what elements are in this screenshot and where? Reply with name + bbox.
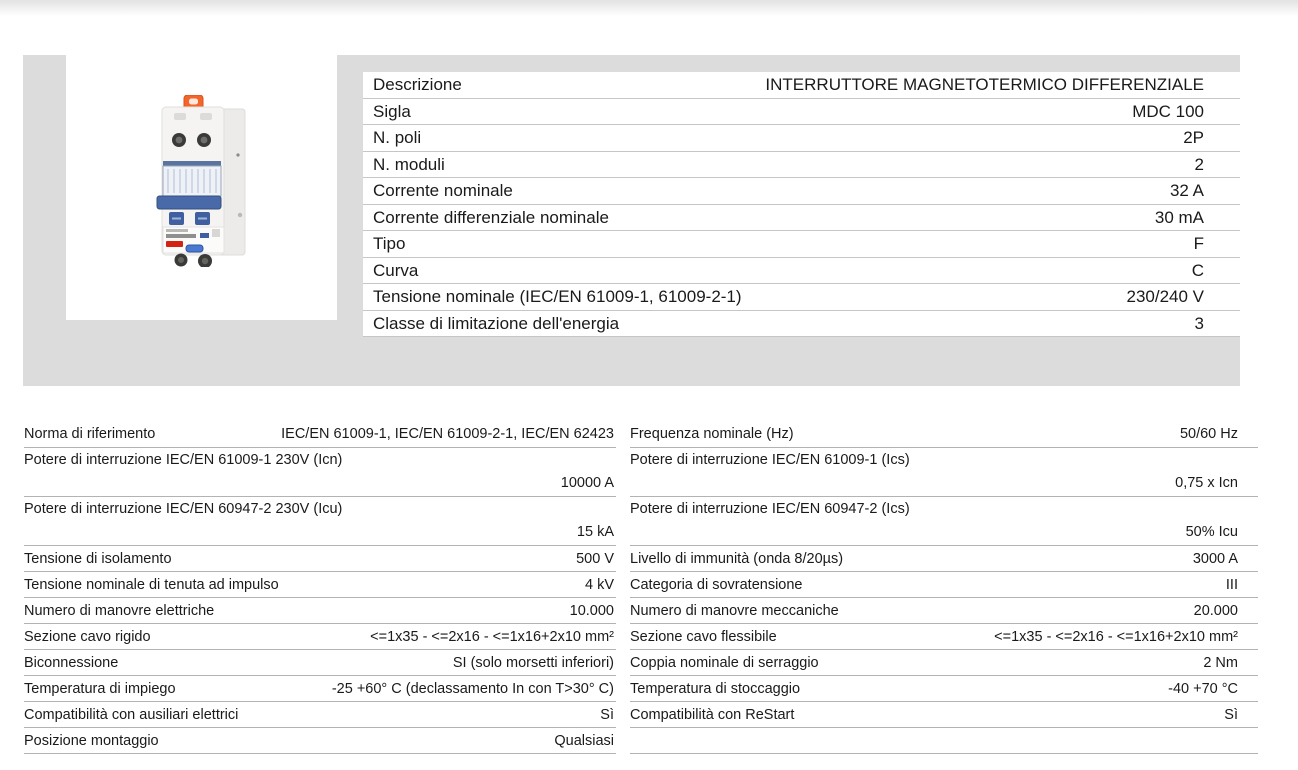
spec-label: Numero di manovre elettriche bbox=[24, 602, 215, 619]
faceplate-mark-blue bbox=[200, 233, 209, 238]
product-main-spec-table bbox=[363, 72, 1240, 337]
spec-label: Frequenza nominale (Hz) bbox=[630, 426, 794, 442]
spec-label: Curva bbox=[373, 260, 419, 280]
spec-row-compatibilita-restart bbox=[630, 702, 1258, 728]
spec-label: Compatibilità con ausiliari elettrici bbox=[24, 706, 239, 723]
spec-value: 50/60 Hz bbox=[1179, 426, 1238, 442]
spec-label: Tensione di isolamento bbox=[24, 550, 172, 567]
spec-row-compatibilita-ausiliari bbox=[24, 702, 616, 728]
faceplate-detail bbox=[212, 229, 220, 237]
spec-label: Potere di interruzione IEC/EN 61009-1 230V (Icn) bbox=[24, 452, 343, 468]
screw bbox=[176, 137, 183, 144]
spec-row-coppia-serraggio bbox=[630, 650, 1258, 676]
spec-row-sezione-cavo-flessibile bbox=[630, 624, 1258, 650]
spec-row-posizione-montaggio bbox=[24, 728, 616, 754]
spec-row-potere-ics-60947 bbox=[630, 497, 1258, 546]
product-photo-box bbox=[66, 55, 337, 320]
spec-row-curva bbox=[363, 258, 1240, 285]
spec-value: Sì bbox=[600, 706, 614, 723]
spec-label: Descrizione bbox=[373, 75, 462, 95]
spec-value: 500 V bbox=[576, 550, 614, 567]
spec-value: <=1x35 - <=2x16 - <=1x16+2x10 mm² bbox=[370, 628, 614, 645]
spec-row-empty bbox=[630, 728, 1258, 754]
breaker-toggle bbox=[157, 196, 221, 209]
spec-value: 10.000 bbox=[569, 602, 614, 619]
spec-value: 30 mA bbox=[1154, 207, 1204, 227]
spec-value: 20.000 bbox=[1193, 602, 1238, 619]
spec-value: -40 +70 °C bbox=[1168, 680, 1238, 697]
spec-row-manovre-elettriche bbox=[24, 598, 616, 624]
spec-label: Sezione cavo flessibile bbox=[630, 628, 777, 645]
spec-value: 0,75 x Icn bbox=[1175, 475, 1238, 491]
spec-value: 3 bbox=[1194, 313, 1204, 333]
spec-value: MDC 100 bbox=[1132, 101, 1204, 121]
spec-value: C bbox=[1191, 260, 1204, 280]
spec-label: Temperatura di impiego bbox=[24, 680, 176, 697]
faceplate-text-line bbox=[166, 229, 188, 232]
screw bbox=[202, 258, 208, 264]
spec-value: 50% Icu bbox=[1185, 524, 1238, 540]
spec-row-livello-immunita bbox=[630, 546, 1258, 572]
spec-label: Posizione montaggio bbox=[24, 732, 159, 749]
circuit-breaker-photo-icon bbox=[148, 95, 258, 267]
spec-label: N. poli bbox=[373, 128, 422, 148]
spec-row-frequenza bbox=[630, 421, 1258, 448]
spec-row-potere-ics-61009 bbox=[630, 448, 1258, 497]
spec-label: Temperatura di stoccaggio bbox=[630, 680, 801, 697]
spec-row-tensione-isolamento bbox=[24, 546, 616, 572]
spec-label: Sigla bbox=[373, 101, 411, 121]
spec-value: 230/240 V bbox=[1126, 287, 1204, 307]
page-top-shadow bbox=[0, 0, 1298, 16]
spec-label: Corrente nominale bbox=[373, 181, 513, 201]
spec-label: Classe di limitazione dell'energia bbox=[373, 313, 620, 333]
spec-row-norma bbox=[24, 421, 616, 448]
spec-value: 15 kA bbox=[576, 524, 614, 540]
spec-label: Tipo bbox=[373, 234, 406, 254]
spec-label: N. moduli bbox=[373, 154, 445, 174]
detail-spec-table-right bbox=[630, 421, 1258, 754]
spec-value: 2 bbox=[1194, 154, 1204, 174]
spec-row-temperatura-impiego bbox=[24, 676, 616, 702]
spec-value: INTERRUTTORE MAGNETOTERMICO DIFFERENZIALE bbox=[765, 75, 1204, 95]
spec-row-manovre-meccaniche bbox=[630, 598, 1258, 624]
spec-row-descrizione bbox=[363, 72, 1240, 99]
spec-value: IEC/EN 61009-1, IEC/EN 61009-2-1, IEC/EN 62423 bbox=[281, 426, 614, 442]
spec-value: 3000 A bbox=[1192, 550, 1238, 567]
brand-label-red bbox=[166, 241, 183, 247]
spec-value: 4 kV bbox=[584, 576, 614, 593]
spec-label: Potere di interruzione IEC/EN 60947-2 230V (Icu) bbox=[24, 501, 343, 517]
spec-row-tipo bbox=[363, 231, 1240, 258]
spec-label: Corrente differenziale nominale bbox=[373, 207, 609, 227]
spec-label: Sezione cavo rigido bbox=[24, 628, 151, 645]
spec-label: Livello di immunità (onda 8/20µs) bbox=[630, 550, 844, 567]
spec-value: F bbox=[1193, 234, 1204, 254]
spec-value: <=1x35 - <=2x16 - <=1x16+2x10 mm² bbox=[994, 628, 1238, 645]
spec-label: Tensione nominale di tenuta ad impulso bbox=[24, 576, 279, 593]
spec-row-corrente-nominale bbox=[363, 178, 1240, 205]
spec-row-classe-limitazione bbox=[363, 311, 1240, 338]
spec-label: Norma di riferimento bbox=[24, 426, 156, 442]
spec-value: 2 Nm bbox=[1203, 654, 1238, 671]
spec-label: Coppia nominale di serraggio bbox=[630, 654, 819, 671]
spec-label: Potere di interruzione IEC/EN 60947-2 (Ics) bbox=[630, 501, 910, 517]
vent bbox=[174, 113, 186, 120]
spec-label: Categoria di sovratensione bbox=[630, 576, 803, 593]
side-dot bbox=[236, 153, 239, 156]
spec-value: 10000 A bbox=[560, 475, 614, 491]
side-dot bbox=[238, 213, 242, 217]
spec-label: Potere di interruzione IEC/EN 61009-1 (Ics) bbox=[630, 452, 910, 468]
vent bbox=[200, 113, 212, 120]
faceplate-text-line bbox=[166, 234, 196, 238]
spec-value: -25 +60° C (declassamento In con T>30° C) bbox=[331, 680, 614, 697]
spec-row-potere-icu bbox=[24, 497, 616, 546]
spec-row-n-poli bbox=[363, 125, 1240, 152]
spec-value: Sì bbox=[1224, 706, 1238, 723]
spec-label: Numero di manovre meccaniche bbox=[630, 602, 839, 619]
spec-row-temperatura-stoccaggio bbox=[630, 676, 1258, 702]
spec-label: Tensione nominale (IEC/EN 61009-1, 61009-2-1) bbox=[373, 287, 742, 307]
spec-row-sezione-cavo-rigido bbox=[24, 624, 616, 650]
spec-row-potere-icn bbox=[24, 448, 616, 497]
spec-value: III bbox=[1225, 576, 1238, 593]
spec-row-tenuta-impulso bbox=[24, 572, 616, 598]
screw bbox=[201, 137, 208, 144]
spec-label: Compatibilità con ReStart bbox=[630, 706, 795, 723]
spec-row-sigla bbox=[363, 99, 1240, 126]
spec-row-biconnessione bbox=[24, 650, 616, 676]
detail-spec-table-left bbox=[24, 421, 616, 754]
spec-label: Biconnessione bbox=[24, 654, 119, 671]
spec-row-categoria-sovratensione bbox=[630, 572, 1258, 598]
spec-value: 2P bbox=[1183, 128, 1204, 148]
product-header-panel bbox=[23, 55, 1240, 386]
label-window-top-edge bbox=[163, 161, 221, 166]
screw bbox=[178, 257, 184, 263]
spec-row-corrente-differenziale bbox=[363, 205, 1240, 232]
spec-value: SI (solo morsetti inferiori) bbox=[452, 654, 614, 671]
spec-value: 32 A bbox=[1169, 181, 1204, 201]
spec-row-n-moduli bbox=[363, 152, 1240, 179]
spec-value: Qualsiasi bbox=[554, 732, 614, 749]
spec-row-tensione-nominale bbox=[363, 284, 1240, 311]
breaker-clip-slot bbox=[189, 99, 198, 105]
test-button bbox=[186, 245, 203, 252]
